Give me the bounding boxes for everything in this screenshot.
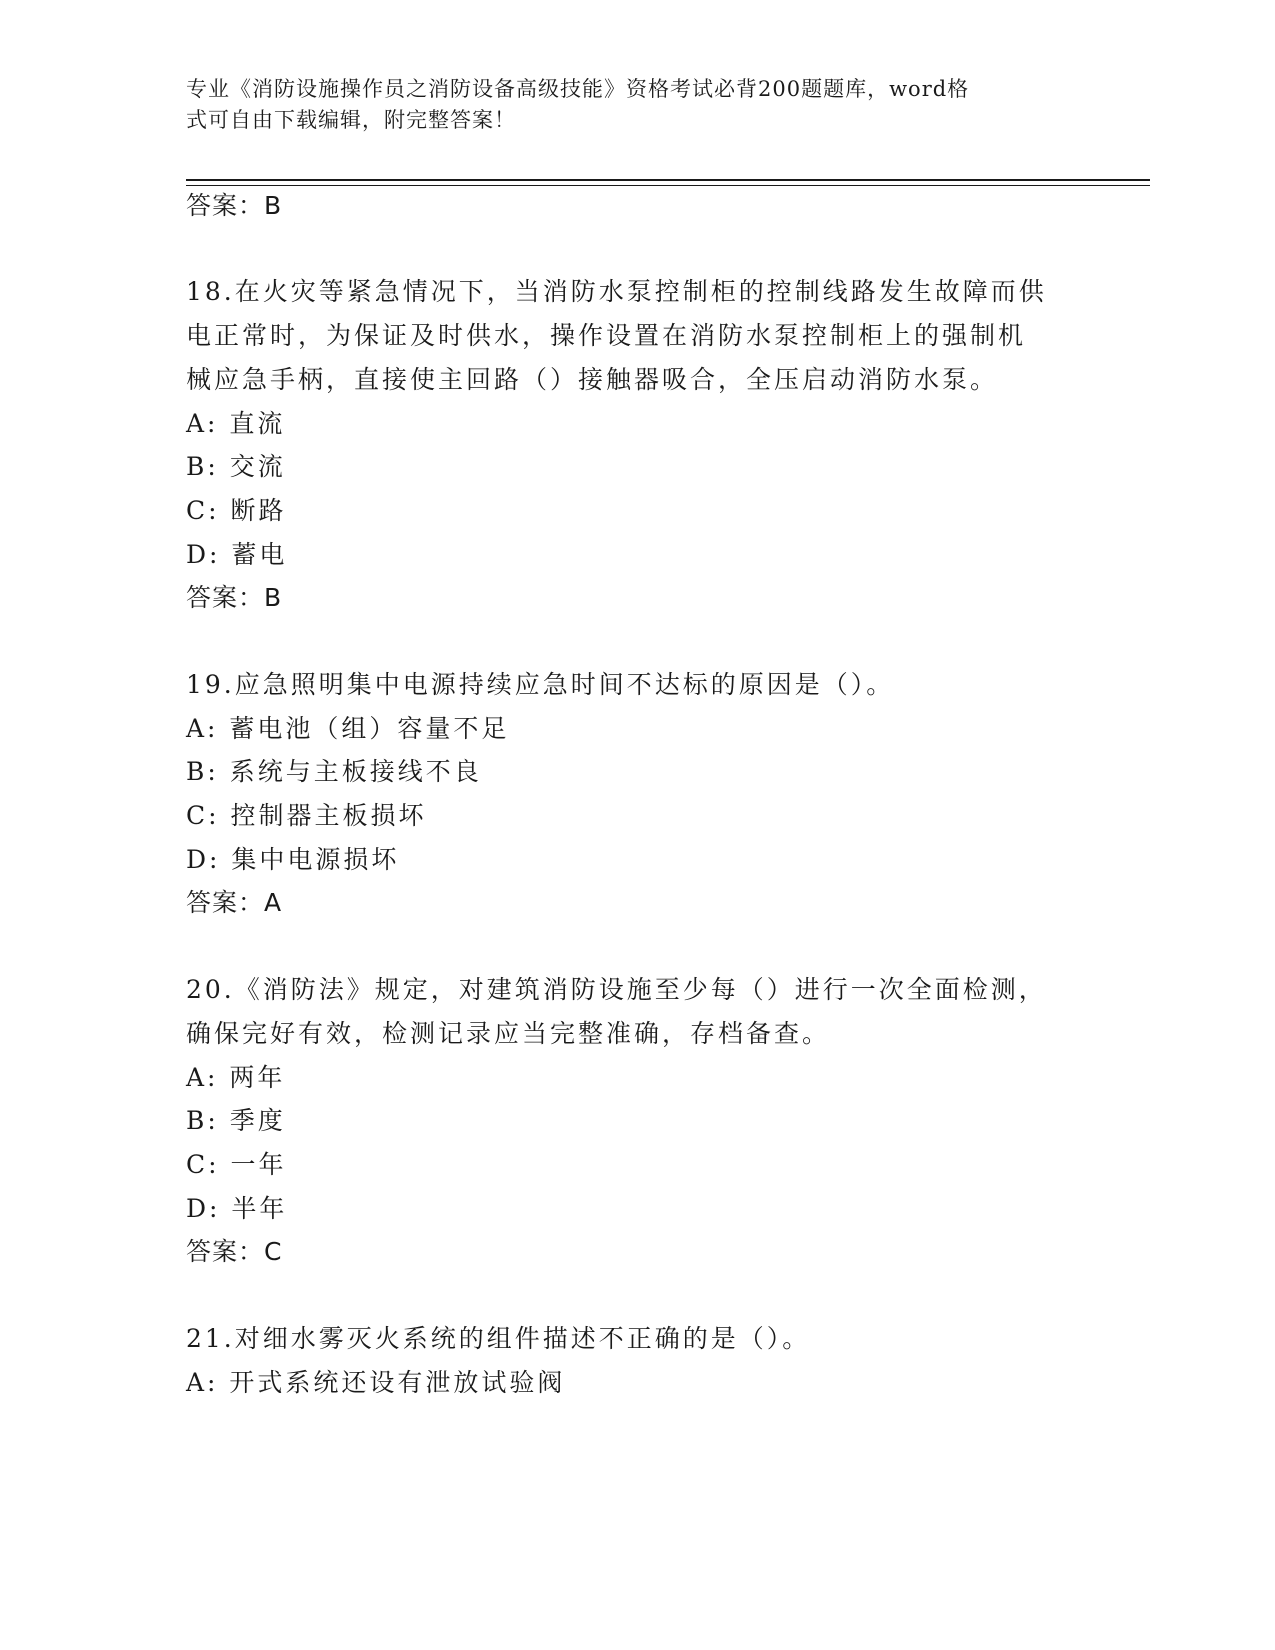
question-18-text-line-2: 电正常时，为保证及时供水，操作设置在消防水泵控制柜上的强制机 — [186, 321, 1027, 350]
question-19-option-a: A: 蓄电池（组）容量不足 — [186, 714, 510, 743]
question-18-option-a: A: 直流 — [186, 409, 286, 438]
question-19-option-d: D: 集中电源损坏 — [186, 845, 400, 874]
question-20-text-line-2: 确保完好有效，检测记录应当完整准确，存档备查。 — [186, 1019, 831, 1048]
question-21-option-a: A: 开式系统还设有泄放试验阀 — [186, 1368, 566, 1397]
question-20-text-line-1: 20.《消防法》规定，对建筑消防设施至少每（）进行一次全面检测， — [186, 975, 1047, 1004]
header-title — [186, 74, 1066, 136]
header-line-1: 专业《消防设施操作员之消防设备高级技能》资格考试必背200题题库，word格 — [186, 77, 970, 101]
header-divider-thin — [186, 185, 1150, 186]
question-20-option-d: D: 半年 — [186, 1194, 288, 1223]
header-line-2: 式可自由下载编辑，附完整答案！ — [186, 108, 516, 132]
question-20-option-b: B: 季度 — [186, 1106, 286, 1135]
question-19-answer: 答案：A — [186, 888, 283, 917]
question-19-option-b: B: 系统与主板接线不良 — [186, 757, 482, 786]
question-18-option-d: D: 蓄电 — [186, 540, 288, 569]
header-divider-thick — [186, 179, 1150, 181]
question-18-option-b: B: 交流 — [186, 452, 286, 481]
question-18-answer: 答案：B — [186, 583, 283, 612]
question-18-text-line-1: 18.在火灾等紧急情况下，当消防水泵控制柜的控制线路发生故障而供 — [186, 277, 1047, 306]
question-19-option-c: C: 控制器主板损坏 — [186, 801, 427, 830]
question-18-text-line-3: 械应急手柄，直接使主回路（）接触器吸合，全压启动消防水泵。 — [186, 365, 999, 394]
question-20-option-c: C: 一年 — [186, 1150, 287, 1179]
question-20-answer: 答案：C — [186, 1237, 283, 1266]
question-19-text-line-1: 19.应急照明集中电源持续应急时间不达标的原因是（）。 — [186, 670, 895, 699]
question-20-option-a: A: 两年 — [186, 1063, 286, 1092]
question-18-option-c: C: 断路 — [186, 496, 287, 525]
question-21-text-line-1: 21.对细水雾灭火系统的组件描述不正确的是（）。 — [186, 1324, 811, 1353]
previous-question-answer: 答案：B — [186, 191, 283, 220]
